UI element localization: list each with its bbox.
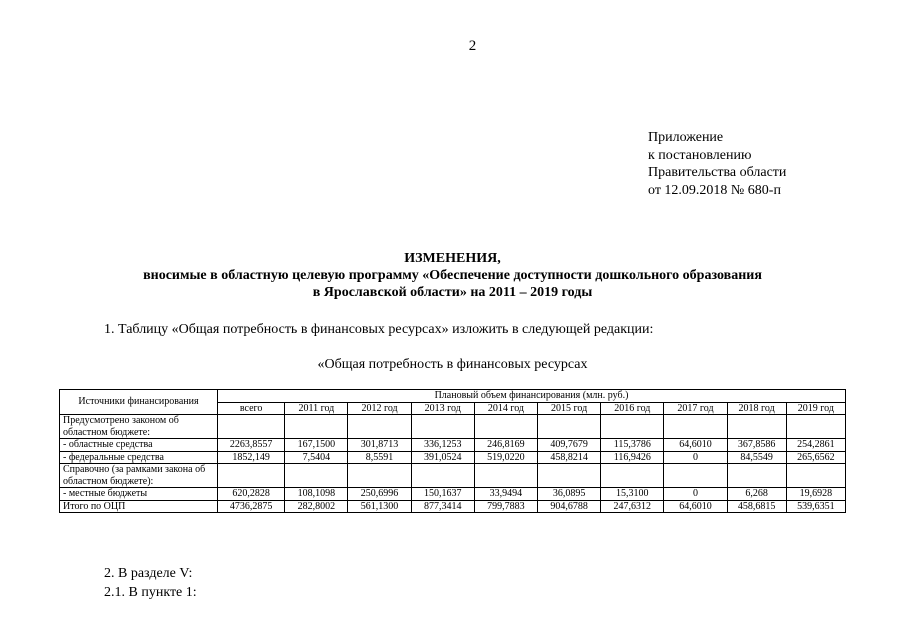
table-cell: 116,9426 [601, 451, 664, 464]
table-cell: 877,3414 [411, 500, 474, 513]
table-cell: 391,0524 [411, 451, 474, 464]
row-label: Предусмотрено законом об областном бюджете: [60, 415, 218, 439]
table-cell: 19,6928 [786, 488, 845, 501]
table-cell: 250,6996 [348, 488, 411, 501]
table-cell: 799,7883 [474, 500, 537, 513]
column-header: 2018 год [727, 402, 786, 415]
row-label: - областные средства [60, 439, 218, 452]
table-cell: 64,6010 [664, 500, 727, 513]
table-row [60, 488, 846, 501]
table-cell: 115,3786 [601, 439, 664, 452]
table-cell [786, 415, 845, 439]
column-header: всего [218, 402, 285, 415]
table-cell [411, 415, 474, 439]
table-cell: 409,7679 [538, 439, 601, 452]
financing-table [59, 389, 846, 513]
table-cell: 301,8713 [348, 439, 411, 452]
table-cell: 1852,149 [218, 451, 285, 464]
table-cell: 0 [664, 488, 727, 501]
appendix-line: к постановлению [648, 147, 752, 163]
table-cell: 150,1637 [411, 488, 474, 501]
table-row [60, 451, 846, 464]
table-cell [727, 415, 786, 439]
table-cell [786, 464, 845, 488]
table-cell: 458,8214 [538, 451, 601, 464]
table-cell: 108,1098 [285, 488, 348, 501]
page-number: 2 [468, 38, 477, 54]
table-cell: 246,8169 [474, 439, 537, 452]
appendix-block [648, 129, 786, 199]
table-row [60, 439, 846, 452]
column-header: 2019 год [786, 402, 845, 415]
table-cell: 0 [664, 451, 727, 464]
table-cell [411, 464, 474, 488]
table-cell [285, 464, 348, 488]
table-cell: 167,1500 [285, 439, 348, 452]
table-cell: 620,2828 [218, 488, 285, 501]
table-cell [664, 464, 727, 488]
column-header: 2013 год [411, 402, 474, 415]
table-cell [538, 464, 601, 488]
table-cell: 282,8002 [285, 500, 348, 513]
row-label: - федеральные средства [60, 451, 218, 464]
title-line: вносимые в областную целевую программу «Обеспечение доступности дошкольного образования [143, 268, 762, 283]
table-cell: 458,6815 [727, 500, 786, 513]
table-cell: 265,6562 [786, 451, 845, 464]
table-header-row [60, 390, 846, 403]
table-caption: «Общая потребность в финансовых ресурсах [317, 357, 588, 372]
column-header: 2014 год [474, 402, 537, 415]
table-cell [285, 415, 348, 439]
table-cell: 36,0895 [538, 488, 601, 501]
paragraph-1: 1. Таблицу «Общая потребность в финансовых ресурсах» изложить в следующей редакции: [104, 322, 654, 337]
document-title [0, 250, 905, 301]
row-label: - местные бюджеты [60, 488, 218, 501]
table-header [60, 390, 846, 415]
table-cell [474, 464, 537, 488]
column-header: 2015 год [538, 402, 601, 415]
column-header: 2012 год [348, 402, 411, 415]
table-body [60, 415, 846, 513]
table-cell: 4736,2875 [218, 500, 285, 513]
paragraph-3: 2.1. В пункте 1: [104, 585, 197, 600]
table-row [60, 500, 846, 513]
table-cell [348, 415, 411, 439]
source-header: Источники финансирования [60, 390, 218, 415]
table-cell: 8,5591 [348, 451, 411, 464]
table-cell: 254,2861 [786, 439, 845, 452]
table-cell: 367,8586 [727, 439, 786, 452]
table-cell [218, 464, 285, 488]
table-cell: 519,0220 [474, 451, 537, 464]
table-cell: 2263,8557 [218, 439, 285, 452]
table-cell: 561,1300 [348, 500, 411, 513]
table-cell [601, 415, 664, 439]
volume-header: Плановый объем финансирования (млн. руб.) [218, 390, 846, 403]
appendix-line: Правительства области [648, 165, 787, 180]
table-cell: 6,268 [727, 488, 786, 501]
column-header: 2016 год [601, 402, 664, 415]
row-label: Итого по ОЦП [60, 500, 218, 513]
table-cell: 247,6312 [601, 500, 664, 513]
table-cell: 15,3100 [601, 488, 664, 501]
title-line: ИЗМЕНЕНИЯ, [404, 251, 501, 266]
table-cell: 33,9494 [474, 488, 537, 501]
table-cell: 84,5549 [727, 451, 786, 464]
title-line: в Ярославской области» на 2011 – 2019 годы [312, 285, 593, 300]
table-cell: 904,6788 [538, 500, 601, 513]
table-cell [348, 464, 411, 488]
table-cell: 539,6351 [786, 500, 845, 513]
row-label: Справочно (за рамками закона об областном бюджете): [60, 464, 218, 488]
table-cell [664, 415, 727, 439]
table-cell [218, 415, 285, 439]
table-cell [474, 415, 537, 439]
table-cell: 7,5404 [285, 451, 348, 464]
column-header: 2017 год [664, 402, 727, 415]
table-cell: 336,1253 [411, 439, 474, 452]
table-cell [727, 464, 786, 488]
table-cell [538, 415, 601, 439]
appendix-line: Приложение [648, 130, 724, 145]
table-row [60, 415, 846, 439]
column-header: 2011 год [285, 402, 348, 415]
appendix-line: от 12.09.2018 № 680-п [648, 182, 781, 198]
table-cell [601, 464, 664, 488]
paragraph-2: 2. В разделе V: [104, 566, 193, 581]
table-row [60, 464, 846, 488]
table-cell: 64,6010 [664, 439, 727, 452]
